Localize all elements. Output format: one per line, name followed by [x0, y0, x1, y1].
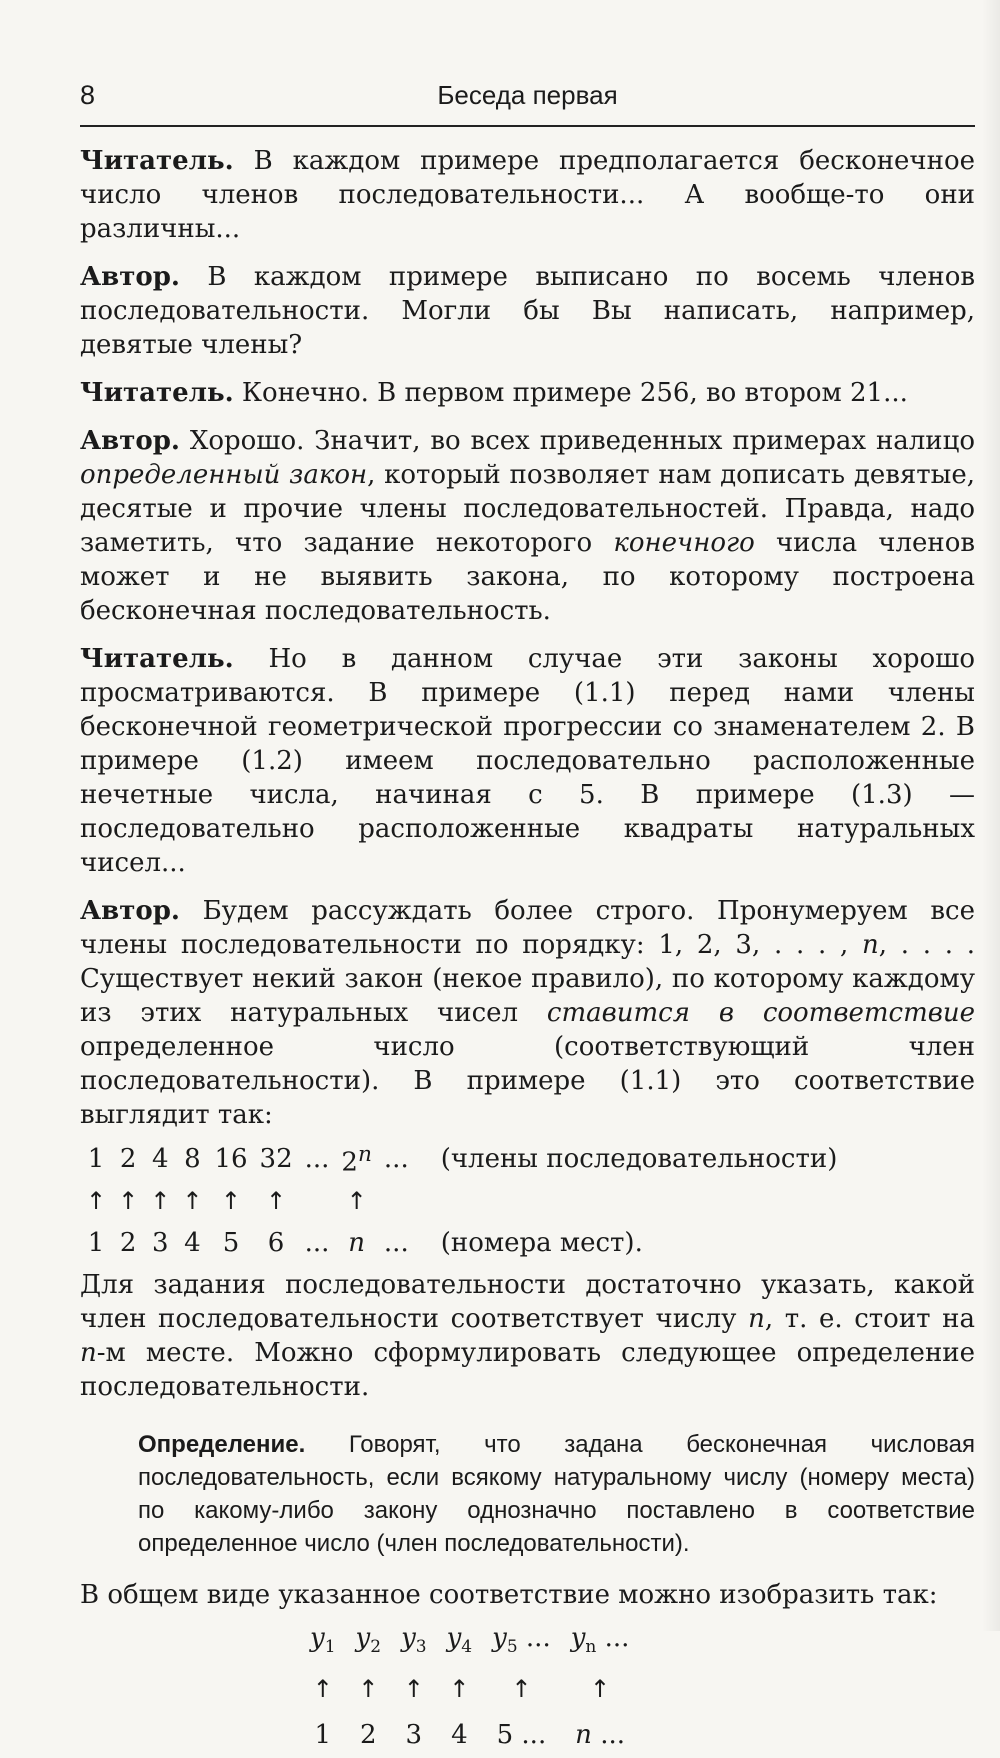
terms-label: (члены последовательности) — [440, 1144, 838, 1174]
ellipsis-cell: ... — [383, 1228, 409, 1258]
arrows-row — [300, 1666, 639, 1712]
speaker-label: Читатель. — [80, 644, 234, 674]
place-cell: 2 — [360, 1720, 377, 1750]
correspondence-table — [80, 1138, 843, 1264]
speaker-label: Автор. — [80, 262, 180, 292]
paragraph-text: Но в данном случае эти законы хорошо просматриваются. В примере (1.1) перед нами члены бесконечной геометрической прогрессии со знаменателем 2. В примере (1.2) имеем последовательно расположенные нечетные числа, начиная с 5. В примере (1.3) — последовательно расположенные квадраты натуральных чисел... — [80, 644, 975, 878]
paragraph-summary — [80, 1268, 975, 1404]
place-cell: 3 — [152, 1228, 169, 1258]
text-part: Для задания последовательности достаточно указать, какой член последовательности соответствует числу — [80, 1270, 975, 1334]
places-row — [80, 1222, 843, 1264]
place-cell-n: n ... — [575, 1720, 625, 1750]
page-number: 8 — [80, 80, 96, 110]
arrows-row — [80, 1180, 843, 1222]
ellipsis-cell: ... — [383, 1144, 409, 1174]
paragraph-text: В каждом примере предполагается бесконечное число членов последовательности... А вообще-то они различны... — [80, 146, 975, 244]
emphasis-text: определенный закон — [80, 460, 368, 490]
places-label: (номера мест). — [440, 1228, 643, 1258]
text-part: -м месте. Можно сформулировать следующее определение последовательности. — [80, 1338, 975, 1402]
term-cell: 4 — [152, 1144, 169, 1174]
speaker-label: Читатель. — [80, 146, 234, 176]
speaker-label: Автор. — [80, 896, 180, 926]
up-arrow-icon: ↑ — [403, 1675, 424, 1703]
place-cell: 1 — [87, 1228, 105, 1258]
up-arrow-icon: ↑ — [312, 1675, 333, 1703]
term-cell: 16 — [214, 1144, 248, 1174]
running-title: Беседа первая — [437, 80, 618, 110]
place-cell: 2 — [119, 1228, 137, 1258]
up-arrow-icon: ↑ — [150, 1187, 171, 1215]
page-header — [80, 80, 975, 124]
text-part: , . . . . Существует некий закон (некое правило), по которому каждому из этих натуральных чисел — [80, 930, 976, 1028]
term-cell: 8 — [184, 1144, 201, 1174]
ellipsis-cell: ... — [304, 1228, 330, 1258]
definition-block — [138, 1428, 975, 1560]
place-cell: 1 — [314, 1720, 332, 1750]
y-row — [300, 1620, 639, 1666]
y-cell: $y_1$ — [310, 1623, 336, 1658]
y-cell: $y_4$ — [446, 1623, 473, 1658]
up-arrow-icon: ↑ — [590, 1675, 611, 1703]
place-cell: 6 — [267, 1228, 285, 1258]
power-exponent: n — [357, 1142, 372, 1168]
paragraph-author-2 — [80, 424, 975, 628]
variable-n: n — [861, 930, 879, 960]
header-rule — [80, 125, 975, 127]
paragraph-reader-2 — [80, 376, 975, 410]
text-part: определенное число (соответствующий член последовательности). В примере (1.1) это соответствие выглядит так: — [80, 1032, 975, 1130]
speaker-label: Читатель. — [80, 378, 234, 408]
term-cell-power — [335, 1138, 378, 1180]
place-cell: 5 — [222, 1228, 240, 1258]
definition-term: Определение. — [138, 1431, 306, 1458]
paragraph-reader-3 — [80, 642, 975, 880]
place-cell: 5 ... — [496, 1720, 547, 1750]
places-row — [300, 1712, 639, 1758]
variable-n: n — [748, 1304, 765, 1334]
up-arrow-icon: ↑ — [346, 1187, 367, 1215]
terms-row — [80, 1138, 843, 1180]
place-cell: 4 — [184, 1228, 201, 1258]
paragraph-author-1 — [80, 260, 975, 362]
definition-text: Говорят, что задана бесконечная числовая последовательность, если всякому натуральному числу (номеру места) по какому-либо закону однозначно поставлено в соответствие определенное число (член последовательности). — [138, 1431, 975, 1557]
y-cell: $y_3$ — [401, 1623, 427, 1658]
y-cell-n: $y_n$ ... — [570, 1623, 630, 1658]
general-correspondence-table — [300, 1620, 639, 1758]
scan-edge-shadow — [982, 0, 1000, 1631]
up-arrow-icon: ↑ — [220, 1187, 242, 1215]
paragraph-author-3 — [80, 894, 975, 1132]
paragraph-general-form — [80, 1578, 975, 1612]
page-body — [80, 144, 975, 1758]
up-arrow-icon: ↑ — [266, 1187, 287, 1215]
up-arrow-icon: ↑ — [449, 1675, 470, 1703]
emphasis-text: ставится в соответствие — [546, 998, 975, 1028]
ellipsis-cell: ... — [304, 1144, 330, 1174]
text-part: числа членов может и не выявить закона, по которому построена бесконечная последовательность. — [80, 528, 976, 626]
place-cell-n — [335, 1222, 378, 1264]
term-cell: 32 — [259, 1144, 293, 1174]
variable-n: n — [80, 1338, 97, 1368]
text-part: , который позволяет нам дописать девятые, десятые и прочие члены последовательностей. Правда, надо заметить, что задание некоторого — [80, 460, 975, 558]
paragraph-text: В общем виде указанное соответствие можно изобразить так: — [80, 1580, 938, 1610]
up-arrow-icon: ↑ — [86, 1187, 107, 1215]
paragraph-text: В каждом примере выписано по восемь членов последовательности. Могли бы Вы написать, например, девятые члены? — [80, 262, 975, 360]
y-cell: $y_2$ — [355, 1623, 382, 1658]
up-arrow-icon: ↑ — [182, 1187, 203, 1215]
term-cell: 2 — [119, 1144, 137, 1174]
paragraph-text: Конечно. В первом примере 256, во втором 21... — [233, 378, 908, 408]
up-arrow-icon: ↑ — [358, 1675, 379, 1703]
emphasis-text: конечного — [613, 528, 755, 558]
text-part: Хорошо. Значит, во всех приведенных примерах налицо — [179, 426, 975, 456]
text-part: , т. е. стоит на — [764, 1304, 975, 1334]
paragraph-reader-1 — [80, 144, 975, 246]
up-arrow-icon: ↑ — [118, 1187, 139, 1215]
text-part: Будем рассуждать более строго. Пронумеруем все члены последовательности по порядку: 1, 2, 3, . . . , — [80, 896, 975, 960]
place-cell: 3 — [405, 1720, 423, 1750]
y-cell: $y_5$ ... — [492, 1623, 551, 1658]
power-base: 2 — [341, 1147, 358, 1178]
up-arrow-icon: ↑ — [511, 1675, 532, 1703]
speaker-label: Автор. — [80, 426, 180, 456]
term-cell: 1 — [87, 1144, 105, 1174]
variable-n: n — [348, 1228, 366, 1258]
place-cell: 4 — [451, 1720, 468, 1750]
